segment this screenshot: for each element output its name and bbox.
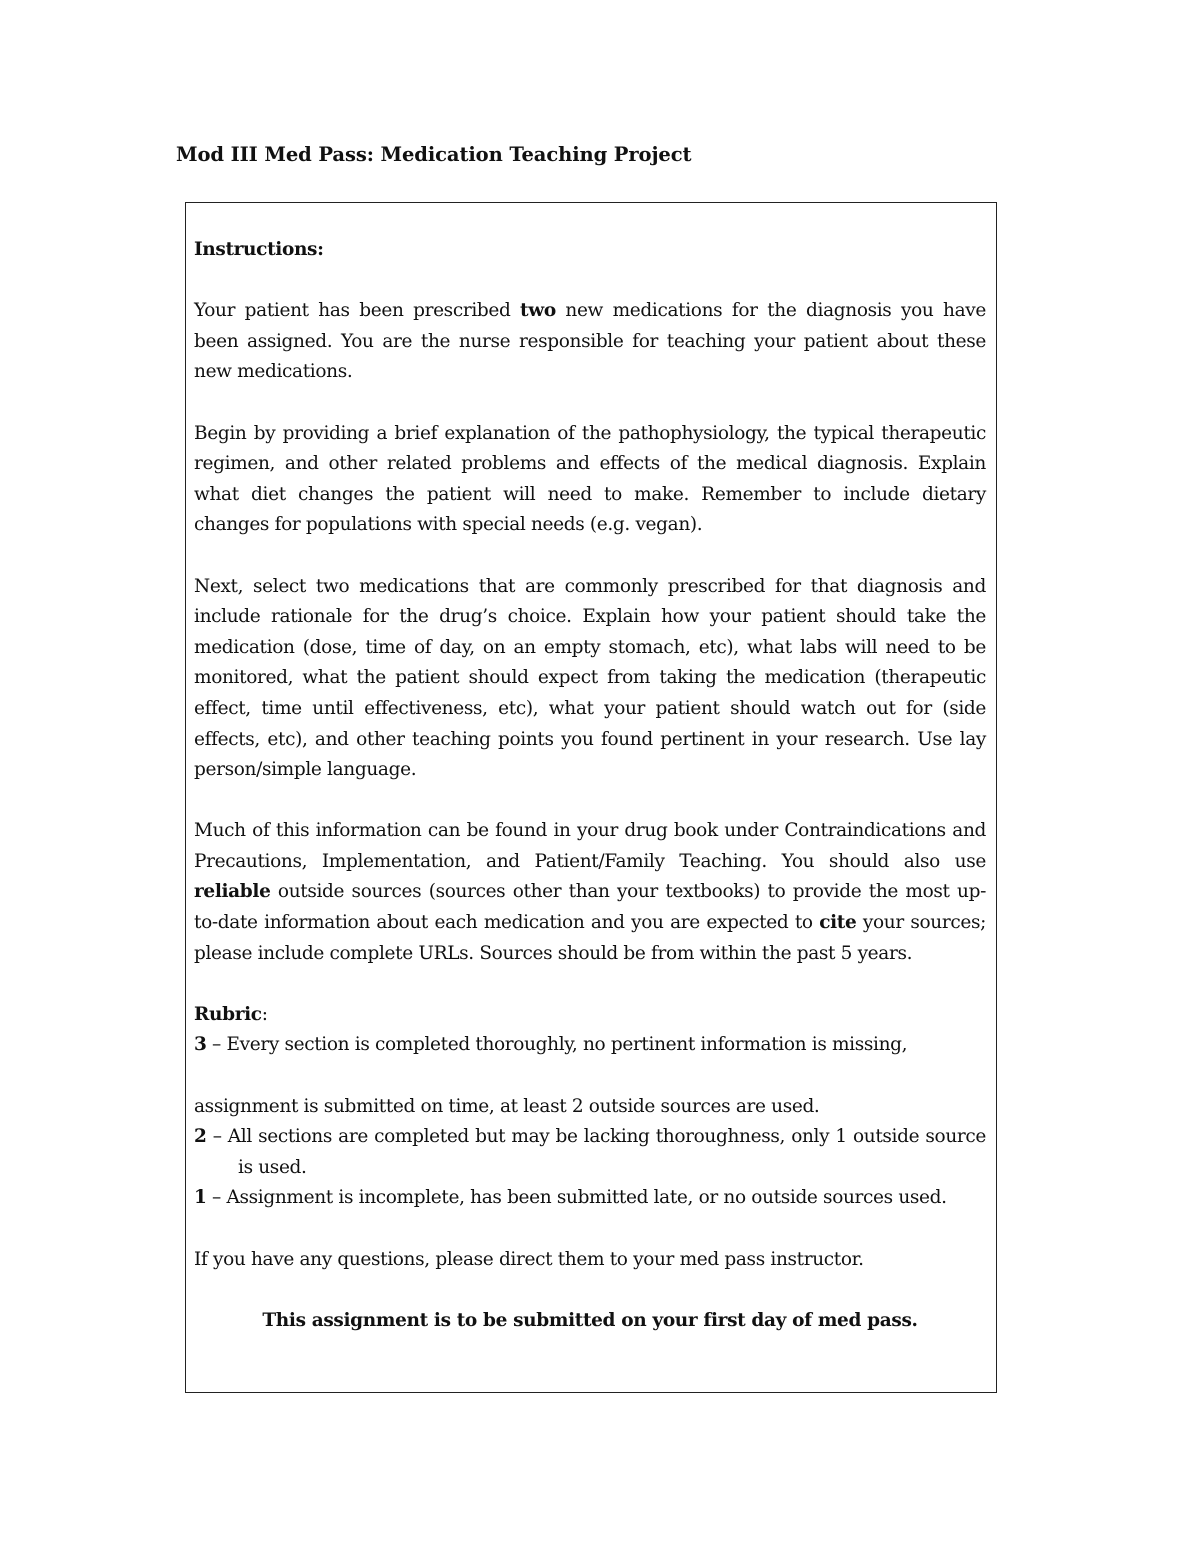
rubric-score: 3 bbox=[194, 1034, 207, 1056]
submission-note: This assignment is to be submitted on your first day of med pass. bbox=[262, 1309, 918, 1331]
emphasis-reliable: reliable bbox=[194, 881, 271, 903]
instructions-content bbox=[194, 235, 986, 1336]
instructions-paragraph-4: Much of this information can be found in your drug book under Contraindications and Precautions, Implementation, and Patient/Family Teaching. You should also use reliable outside sources (sources other than your textbooks) to provide the most up-to-date information about each medication and you are expected to cite your sources; please include complete URLs. Sources should be from within the past 5 years. bbox=[194, 820, 986, 964]
rubric-item-1: 1 – Assignment is incomplete, has been submitted late, or no outside sources used. bbox=[194, 1187, 947, 1209]
instructions-heading: Instructions: bbox=[194, 239, 324, 260]
page-title: Mod III Med Pass: Medication Teaching Project bbox=[176, 143, 692, 166]
rubric-item-3: 3 – Every section is completed thoroughly, no pertinent information is missing, bbox=[194, 1034, 908, 1056]
instructions-paragraph-1: Your patient has been prescribed two new medications for the diagnosis you have been assigned. You are the nurse responsible for teaching your patient about these new medications. bbox=[194, 300, 986, 383]
emphasis-cite: cite bbox=[819, 912, 857, 934]
rubric-item-3-continued: assignment is submitted on time, at least 2 outside sources are used. bbox=[194, 1095, 820, 1117]
questions-note: If you have any questions, please direct them to your med pass instructor. bbox=[194, 1248, 864, 1270]
rubric-item-2: 2 – All sections are completed but may be lacking thoroughness, only 1 outside source is used. bbox=[194, 1126, 986, 1178]
rubric-heading: Rubric: bbox=[194, 1003, 268, 1025]
instructions-paragraph-2: Begin by providing a brief explanation of the pathophysiology, the typical therapeutic regimen, and other related problems and effects of the medical diagnosis. Explain what diet changes the patient will need to make. Remember to include dietary changes for populations with special needs (e.g. vegan). bbox=[194, 422, 986, 536]
instructions-paragraph-3: Next, select two medications that are commonly prescribed for that diagnosis and include rationale for the drug’s choice. Explain how your patient should take the medication (dose, time of day, on an empty stomach, etc), what labs will need to be monitored, what the patient should expect from taking the medication (therapeutic effect, time until effectiveness, etc), what your patient should watch out for (side effects, etc), and other teaching points you found pertinent in your research. Use lay person/simple language. bbox=[194, 575, 986, 781]
rubric-score: 2 bbox=[194, 1126, 207, 1148]
rubric-score: 1 bbox=[194, 1187, 207, 1209]
emphasis-two: two bbox=[520, 300, 556, 322]
